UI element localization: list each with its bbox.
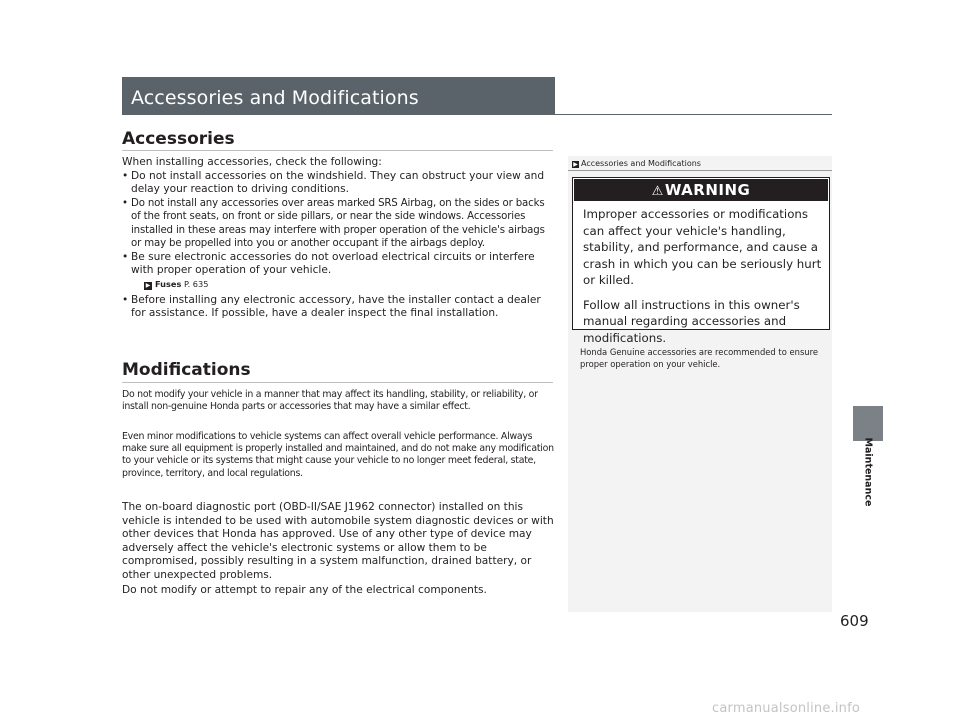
modifications-heading-rule	[122, 382, 553, 383]
warning-header	[574, 179, 828, 201]
modifications-heading: Modifications	[122, 360, 251, 380]
modifications-para-4: Do not modify or attempt to repair any of the electrical components.	[122, 584, 487, 596]
title-rule	[555, 114, 832, 115]
accessories-bullet-4: • Before installing any electronic accessory, have the installer contact a dealer for assistance. If possible, have a dealer inspect the final installation.	[122, 294, 556, 321]
warning-text-2: Follow all instructions in this owner's manual regarding accessories and modifications.	[583, 297, 800, 345]
accessories-bullet-3: • Be sure electronic accessories do not overload electrical circuits or interfere with proper operation of your vehicle.	[122, 251, 556, 278]
chapter-tab[interactable]	[853, 406, 883, 441]
sidebar-arrow-icon: ▶	[573, 161, 578, 168]
section-title: Accessories and Modifications	[131, 87, 419, 109]
sidebar-heading	[568, 156, 832, 170]
sidebar-panel	[568, 156, 832, 612]
reference-arrow-icon: ▶	[145, 281, 151, 289]
warning-triangle-icon: ⚠	[651, 184, 664, 199]
sidebar-note: Honda Genuine accessories are recommended to ensure proper operation on your vehicle.	[580, 347, 819, 369]
fuses-reference-link[interactable]	[122, 278, 556, 290]
modifications-para-3: The on-board diagnostic port (OBD-II/SAE J1962 connector) installed on this vehicle is intended to be used with automobile system diagnostic devices or with other devices that Honda has approved. Use of any other type of device may adversely affect the vehicle's electronic systems or allow them to be compromised, possibly resulting in a system malfunction, drained battery, or other unexpected problems.	[122, 501, 554, 581]
accessories-heading-rule	[122, 150, 553, 151]
warning-box	[572, 177, 830, 345]
sidebar-heading-rule	[568, 170, 832, 171]
accessories-heading: Accessories	[122, 129, 235, 149]
accessories-body	[122, 156, 556, 321]
fuses-reference-page: P. 635	[183, 278, 209, 289]
watermark: carmanualsonline.info	[712, 701, 861, 716]
sidebar-heading-text: Accessories and Modifications	[581, 159, 701, 168]
modifications-para-1: Do not modify your vehicle in a manner that may affect its handling, stability, or reliability, or install non-genuine Honda parts or accessories that may have a similar effect.	[122, 389, 538, 413]
warning-label: WARNING	[664, 181, 751, 199]
chapter-label: Maintenance	[862, 437, 874, 507]
warning-text-1: Improper accessories or modifications can affect your vehicle's handling, stability, and performance, and cause a crash in which you can be seriously hurt or killed.	[583, 207, 822, 287]
accessories-intro: When installing accessories, check the following:	[122, 156, 382, 168]
modifications-para-2: Even minor modifications to vehicle systems can affect overall vehicle performance. Always make sure all equipment is properly installed and maintained, and do not make any modification to your vehicle or its systems that might cause your vehicle to no longer meet federal, state, province, territory, and local regulations.	[122, 431, 554, 479]
page-number: 609	[840, 612, 869, 630]
warning-body	[583, 206, 823, 354]
section-title-bar	[122, 77, 555, 115]
accessories-bullet-2: • Do not install any accessories over areas marked SRS Airbag, on the sides or backs of the front seats, on front or side pillars, or near the side windows. Accessories installed in these areas may interfere with proper operation of the vehicle's airbags or may be propelled into you or another occupant if the airbags deploy.	[122, 197, 556, 251]
accessories-bullet-1: • Do not install accessories on the windshield. They can obstruct your view and delay your reaction to driving conditions.	[122, 170, 556, 197]
fuses-reference-label: Fuses	[155, 278, 182, 289]
